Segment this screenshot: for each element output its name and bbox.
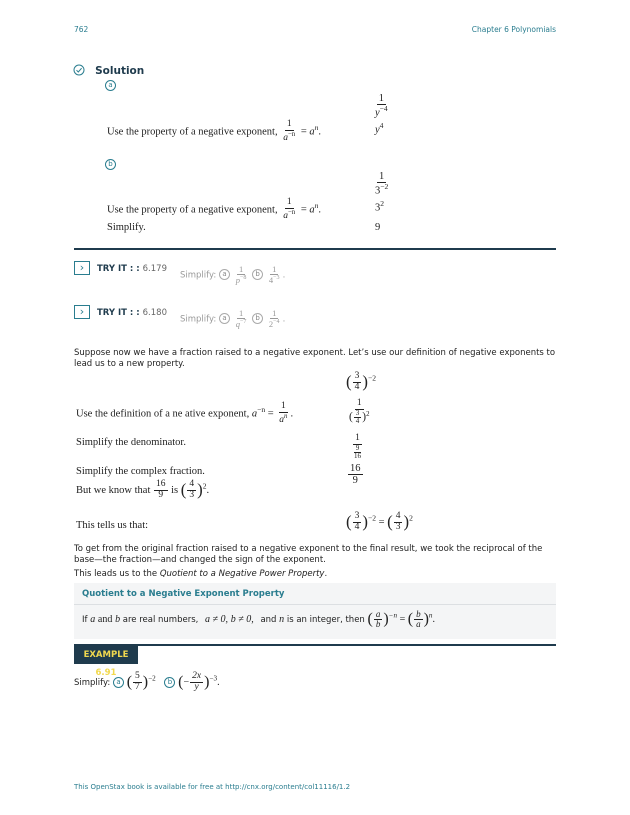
part-a-expression: $\frac{1}{y^{-4}}$: [375, 93, 388, 119]
property-divider: [74, 604, 556, 605]
try-it-expand-button[interactable]: ›: [74, 261, 90, 275]
derivation-tells-result: ( $\frac{3}{4}$ )$^{-2}$ = ( $\frac{4}{3}$ )$^2$: [346, 511, 413, 532]
part-a-result: $y^4$: [375, 121, 384, 136]
derivation-step2: Simplify the denominator.: [76, 437, 186, 448]
try-it-problem: Simplify: a $\frac{1}{p^{-8}}$ b $\frac{1}{4^{-3}}$ .: [180, 264, 286, 285]
example-rule: [74, 644, 556, 646]
part-a-marker: a: [105, 80, 116, 91]
page-number: 762: [74, 25, 89, 34]
derivation-know: But we know that $\frac{16}{9}$ is ( $\frac{4}{3}$ )$^2$.: [76, 479, 210, 500]
part-a-step: Use the property of a negative exponent, $\frac{1}{a^{-n}}$ = $a^n$.: [107, 119, 322, 144]
try-it-expand-button[interactable]: ›: [74, 305, 90, 319]
property-box: [74, 583, 556, 639]
divider: [74, 248, 556, 250]
part-b-simplify-result: 9: [375, 222, 381, 233]
solution-title: Solution: [95, 65, 145, 77]
example-badge: EXAMPLE 6.91: [74, 646, 138, 664]
intro-paragraph: Suppose now we have a fraction raised to a negative exponent. Let’s use our definition of negative exponents to lead us to a new property.: [74, 348, 556, 369]
property-intro: This leads us to the Quotient to a Negative Power Property.: [74, 569, 328, 579]
solution-header: [73, 59, 144, 78]
derivation-step3-result: $\frac{16}{9}$: [350, 463, 361, 487]
property-statement: If a and b are real numbers, a ≠ 0, b ≠ 0, and n is an integer, then ( $\frac{a}{b}$ )$^{-n}$ = ( $\frac{b}{a}$ )$^n$.: [82, 609, 436, 630]
derivation-step2-result: $\frac{1}{\frac{9}{16}}$: [354, 433, 361, 461]
example-problem: Simplify: a ( $\frac{5}{7}$ )$^{-2}$ b (− $\frac{2x}{y}$ )$^{-3}$.: [74, 671, 220, 692]
check-circle-icon: [73, 64, 85, 76]
derivation-tells: This tells us that:: [76, 520, 149, 531]
derivation-start: ( $\frac{3}{4}$ )$^{-2}$: [346, 371, 376, 392]
part-b-result: $3^2$: [375, 199, 385, 214]
footer-text: This OpenStax book is available for free at http://cnx.org/content/col11116/1.2: [74, 783, 351, 791]
derivation-step1: Use the definition of a ne ative exponent, $a^{-n}$ = $\frac{1}{a^n}$ .: [76, 401, 294, 426]
try-it-label: TRY IT : : 6.180: [97, 308, 167, 318]
try-it-label: TRY IT : : 6.179: [97, 264, 167, 274]
part-b-step: Use the property of a negative exponent, $\frac{1}{a^{-n}}$ = $a^n$.: [107, 197, 322, 222]
derivation-step1-result: 1 ( $\frac{3}{4}$ )$^2$: [349, 398, 370, 426]
try-it-problem: Simplify: a $\frac{1}{q^{-7}}$ b $\frac{1}{2^{-4}}$ .: [180, 308, 286, 329]
part-b-marker: b: [105, 159, 116, 170]
explanation-paragraph: To get from the original fraction raised to a negative exponent to the final result, we took the reciprocal of the base—the fraction—and changed the sign of the exponent.: [74, 544, 543, 565]
part-b-simplify: Simplify.: [107, 222, 146, 233]
property-title: Quotient to a Negative Exponent Property: [82, 589, 285, 599]
chapter-title: Chapter 6 Polynomials: [471, 25, 556, 34]
part-b-expression: $\frac{1}{3^{-2}}$: [375, 171, 389, 197]
derivation-step3: Simplify the complex fraction.: [76, 466, 205, 477]
